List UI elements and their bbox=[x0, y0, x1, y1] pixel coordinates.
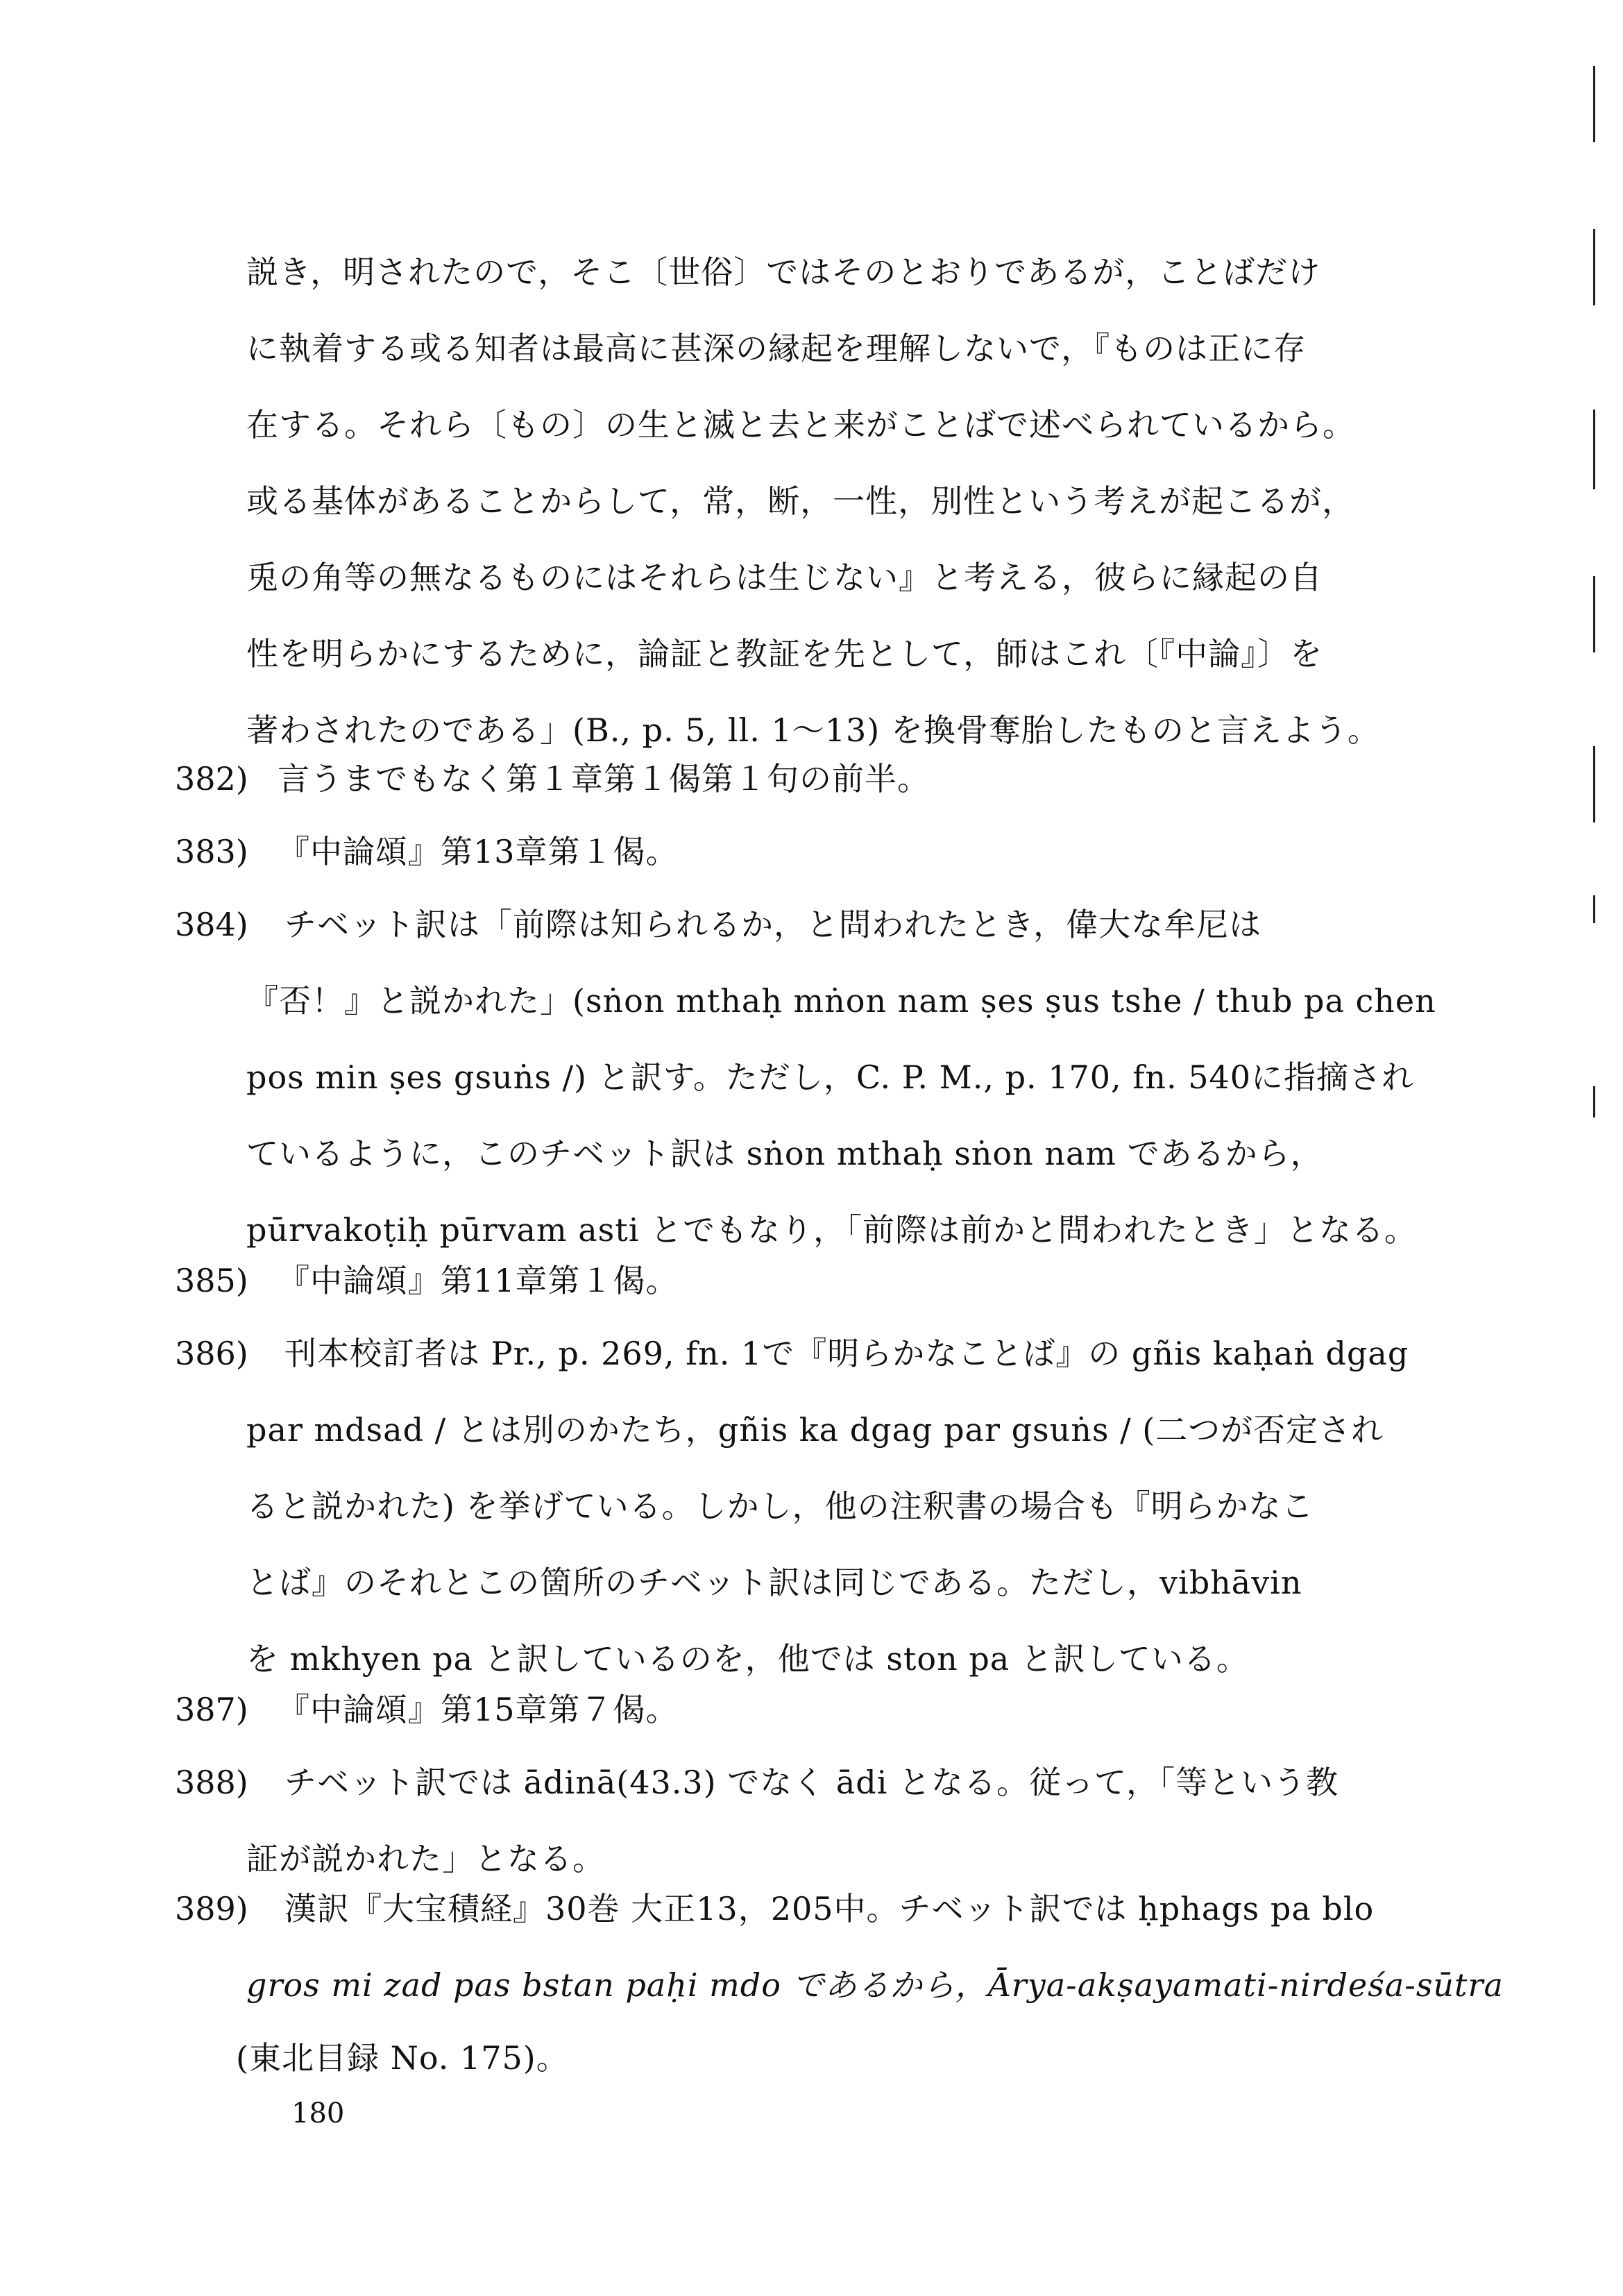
note-number: 383) bbox=[175, 833, 248, 870]
scan-edge-mark bbox=[1593, 746, 1595, 822]
note-text-line: 『中論頌』第13章第１偈。 bbox=[278, 833, 679, 870]
note-number: 382) bbox=[175, 760, 248, 797]
scan-edge-mark bbox=[1593, 410, 1595, 489]
note-number: 384) bbox=[175, 906, 248, 943]
body-text-line: 在する。それら〔もの〕の生と滅と去と来がことばで述べられているから。 bbox=[246, 406, 1355, 444]
note-text-line: 『中論頌』第11章第１偈。 bbox=[278, 1262, 679, 1299]
note-text-line: 言うまでもなく第１章第１偈第１句の前半。 bbox=[278, 760, 930, 797]
note-text-line: pūrvakoṭiḥ pūrvam asti とでもなり，「前際は前かと問われたとき」となる。 bbox=[246, 1211, 1418, 1249]
note-number: 385) bbox=[175, 1262, 248, 1299]
body-text-line: 説き，明されたので，そこ〔世俗〕ではそのとおりであるが，ことばだけ bbox=[246, 253, 1321, 291]
scan-edge-mark bbox=[1593, 895, 1595, 923]
note-number: 388) bbox=[175, 1764, 248, 1801]
scan-edge-mark bbox=[1593, 576, 1595, 652]
body-text-line: 兎の角等の無なるものにはそれらは生じない』と考える，彼らに縁起の自 bbox=[246, 559, 1323, 596]
note-text-line: 『否！』と説かれた」(sṅon mthaḥ mṅon nam ṣes ṣus tshe / thub pa chen bbox=[246, 982, 1436, 1020]
note-text-line: ると説かれた) を挙げている。しかし，他の注釈書の場合も『明らかなこ bbox=[246, 1487, 1314, 1525]
note-text-line: par mdsad / とは別のかたち，gñis ka dgag par gsuṅs / (二つが否定され bbox=[246, 1411, 1384, 1449]
note-number: 386) bbox=[175, 1335, 248, 1372]
note-text-line: チベット訳では ādinā(43.3) でなく ādi となる。従って，「等という教 bbox=[284, 1764, 1339, 1801]
note-text-line: ているように，このチベット訳は sṅon mthaḥ sṅon nam であるから， bbox=[246, 1135, 1323, 1172]
note-text-line: チベット訳は「前際は知られるか，と問われたとき，偉大な牟尼は bbox=[284, 906, 1262, 943]
note-text-line: を mkhyen pa と訳しているのを，他では ston pa と訳している。 bbox=[246, 1640, 1249, 1678]
body-text-line: 或る基体があることからして，常，断，一性，別性という考えが起こるが， bbox=[246, 482, 1355, 520]
note-text-line: 『中論頌』第15章第７偈。 bbox=[278, 1691, 679, 1728]
scan-edge-mark bbox=[1593, 66, 1595, 142]
page-number: 180 bbox=[291, 2097, 345, 2129]
body-text-line: に執着する或る知者は最高に甚深の縁起を理解しないで，『ものは正に存 bbox=[246, 330, 1307, 367]
note-text-line: gros mi zad pas bstan paḥi mdo であるから，Ārya-akṣayamati-nirdeśa-sūtra bbox=[246, 1966, 1504, 2004]
scan-edge-mark bbox=[1593, 1086, 1595, 1117]
note-text-line: 証が説かれた」となる。 bbox=[246, 1840, 605, 1877]
note-text-line: 漢訳『大宝積経』30巻 大正13，205中。チベット訳では ḥphags pa blo bbox=[284, 1890, 1375, 1927]
body-text-line: 著わされたのである」(B., p. 5, ll. 1～13) を換骨奪胎したものと言えよう。 bbox=[246, 711, 1380, 749]
note-number: 389) bbox=[175, 1890, 248, 1927]
body-text-line: 性を明らかにするために，論証と教証を先として，師はこれ〔『中論』〕を bbox=[246, 635, 1323, 673]
note-number: 387) bbox=[175, 1691, 248, 1728]
note-text-line: とば』のそれとこの箇所のチベット訳は同じである。ただし，vibhāvin bbox=[246, 1564, 1302, 1601]
scan-edge-mark bbox=[1593, 229, 1595, 305]
note-text-line: 刊本校訂者は Pr., p. 269, fn. 1で『明らかなことば』の gñis kaḥaṅ dgag bbox=[284, 1335, 1409, 1372]
note-text-line: (東北目録 No. 175)。 bbox=[236, 2039, 569, 2077]
note-text-line: pos min ṣes gsuṅs /) と訳す。ただし，C. P. M., p. 170, fn. 540に指摘され bbox=[246, 1058, 1414, 1096]
